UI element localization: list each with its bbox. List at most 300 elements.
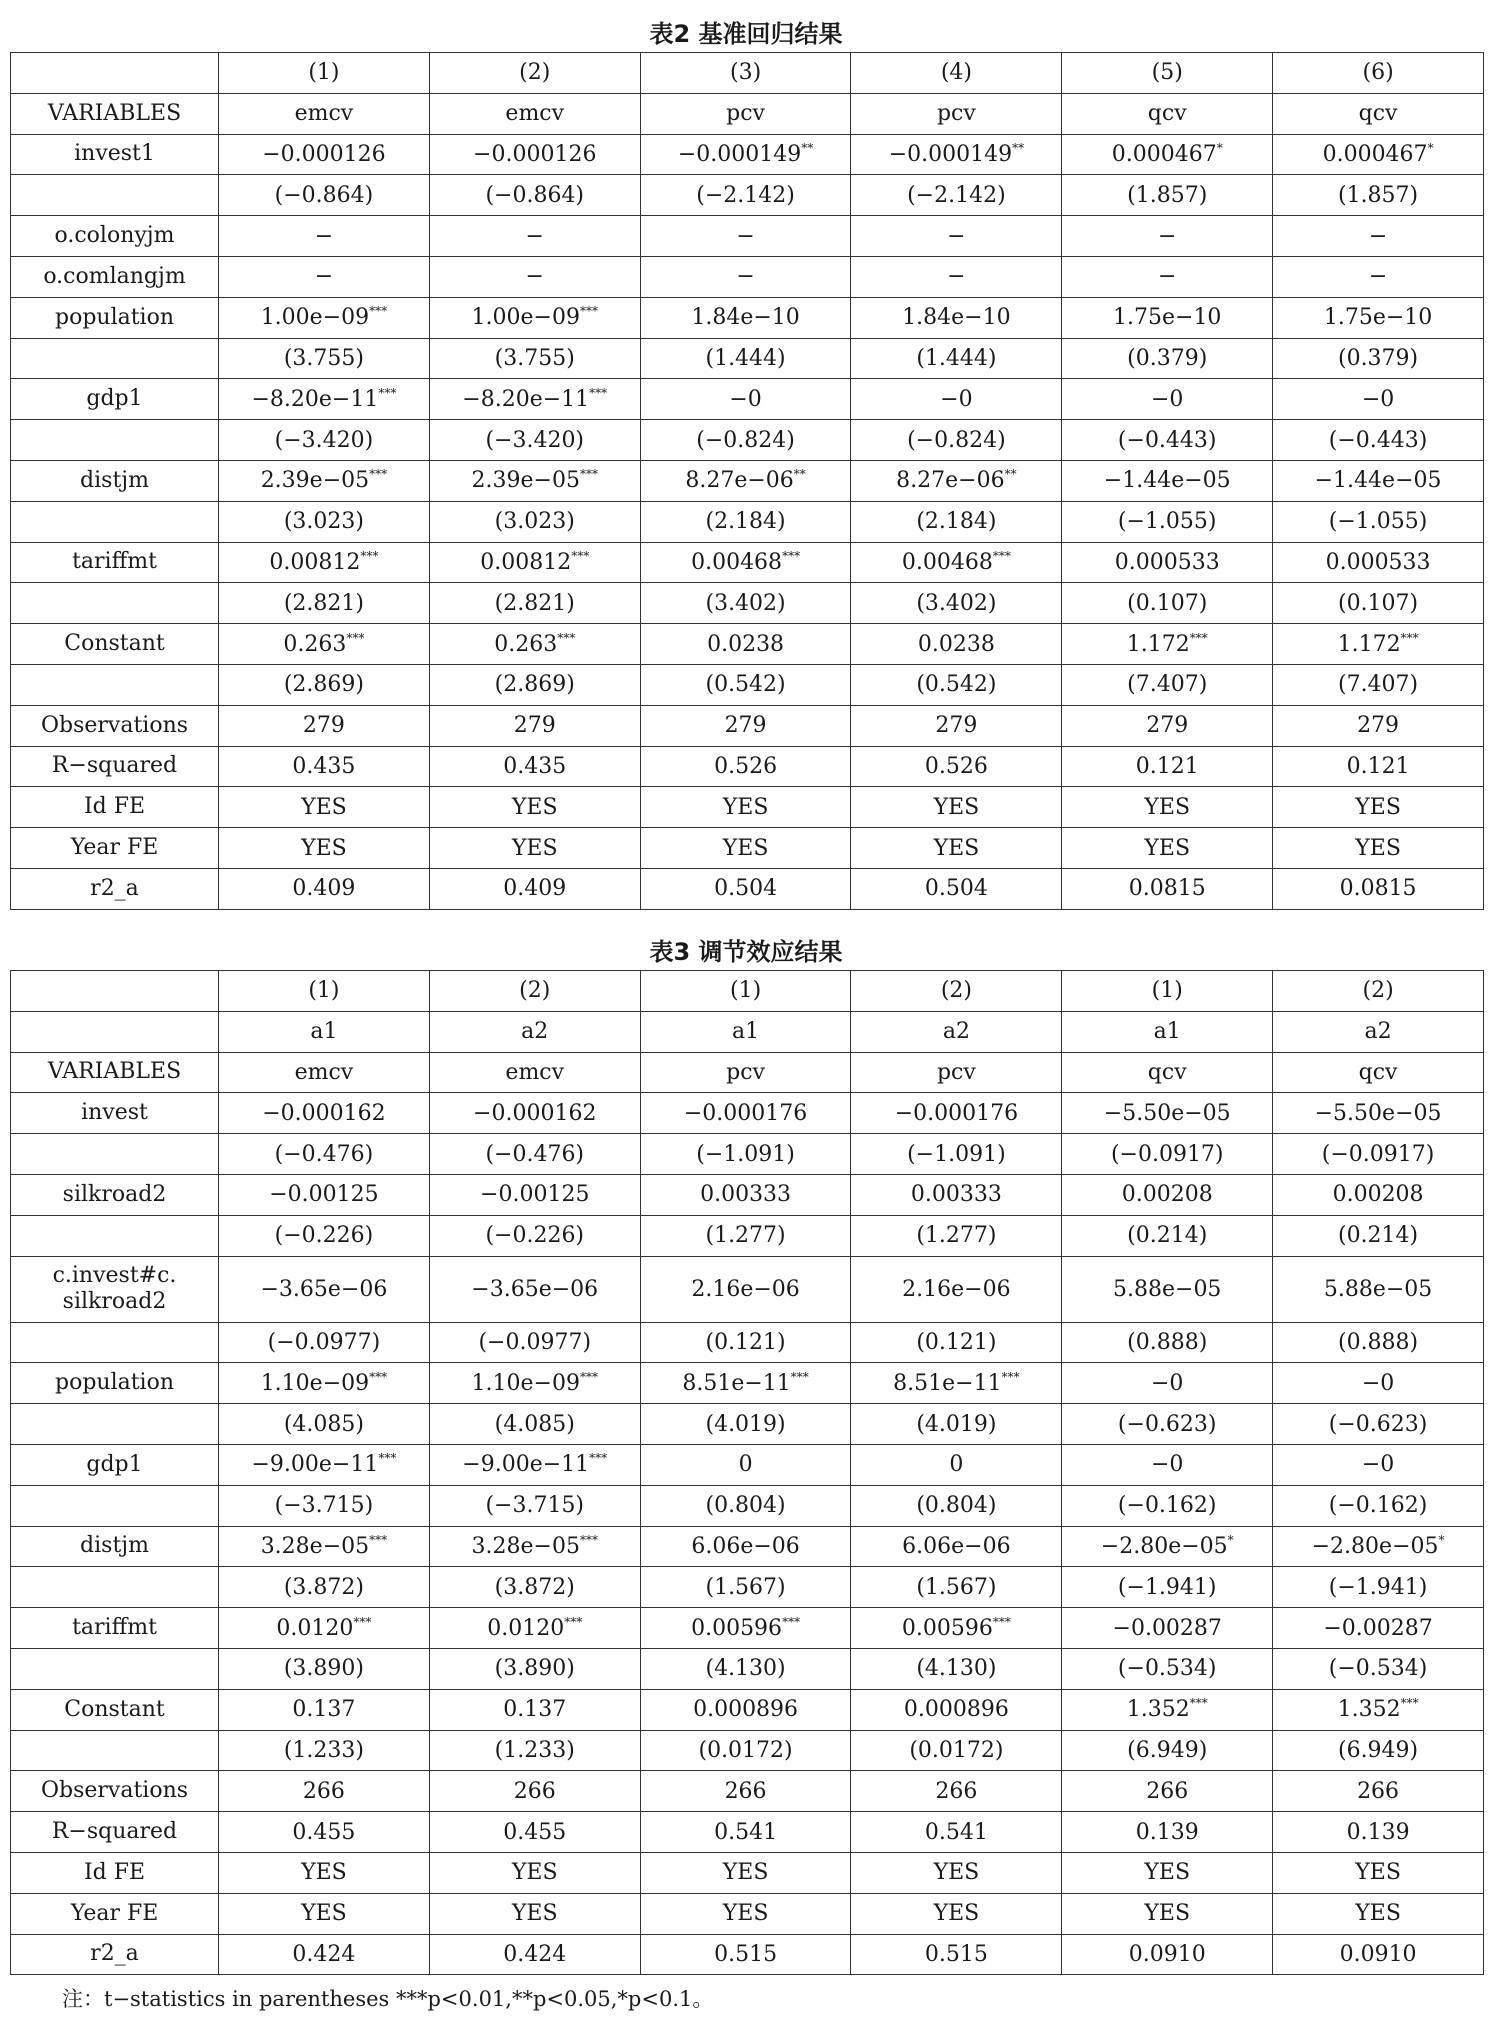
table-cell: 1.75e−10 xyxy=(1273,297,1484,338)
table-cell: qcv xyxy=(1273,1052,1484,1093)
table-row xyxy=(11,1363,1484,1404)
table-cell: (−0.824) xyxy=(851,420,1062,461)
table-cell: 279 xyxy=(429,705,640,746)
table-cell: −0.000149** xyxy=(640,134,851,175)
table-cell: (6.949) xyxy=(1062,1730,1273,1771)
table-cell: (−0.226) xyxy=(429,1215,640,1256)
row-label xyxy=(11,338,219,379)
table-cell: − xyxy=(219,216,430,257)
table-cell: 0.0910 xyxy=(1062,1934,1273,1975)
table-row xyxy=(11,1444,1484,1485)
table-cell: −0.000176 xyxy=(640,1093,851,1134)
table-cell: 6.06e−06 xyxy=(640,1526,851,1567)
table-row xyxy=(11,1134,1484,1175)
table-cell: − xyxy=(640,216,851,257)
significance-stars: *** xyxy=(571,548,590,563)
table-cell: (−1.941) xyxy=(1273,1567,1484,1608)
table-cell: −0 xyxy=(1273,1444,1484,1485)
table-row xyxy=(11,1812,1484,1853)
table-cell: −8.20e−11*** xyxy=(219,379,430,420)
row-label: tariffmt xyxy=(11,1608,219,1649)
table-cell: (2.869) xyxy=(429,664,640,705)
table-cell: −5.50e−05 xyxy=(1062,1093,1273,1134)
table-cell: −1.44e−05 xyxy=(1273,460,1484,501)
row-label: distjm xyxy=(11,460,219,501)
table-cell: (4.130) xyxy=(640,1648,851,1689)
significance-stars: * xyxy=(1227,1532,1234,1547)
significance-stars: *** xyxy=(992,1614,1011,1629)
table-cell: (−0.864) xyxy=(219,175,430,216)
table-cell: 0.0815 xyxy=(1062,868,1273,909)
table-cell: 279 xyxy=(640,705,851,746)
row-label: Year FE xyxy=(11,828,219,869)
table-cell: (3.872) xyxy=(219,1567,430,1608)
table-cell: (0.542) xyxy=(851,664,1062,705)
table-row xyxy=(11,1771,1484,1812)
table-cell: 0.000896 xyxy=(851,1689,1062,1730)
regression-table-2 xyxy=(10,52,1484,910)
significance-stars: *** xyxy=(564,1614,583,1629)
table-cell: a1 xyxy=(1062,1011,1273,1052)
table-cell: 3.28e−05*** xyxy=(219,1526,430,1567)
table-cell: −0.000162 xyxy=(219,1093,430,1134)
table-cell: −2.80e−05* xyxy=(1062,1526,1273,1567)
row-label: gdp1 xyxy=(11,379,219,420)
table-cell: 8.51e−11*** xyxy=(851,1363,1062,1404)
table-row xyxy=(11,420,1484,461)
row-label xyxy=(11,1730,219,1771)
table-cell: (−0.534) xyxy=(1273,1648,1484,1689)
row-label: o.colonyjm xyxy=(11,216,219,257)
table-cell: −1.44e−05 xyxy=(1062,460,1273,501)
table-cell: 279 xyxy=(1062,705,1273,746)
table-cell: (3.890) xyxy=(429,1648,640,1689)
row-label xyxy=(11,583,219,624)
table-cell: 0.0238 xyxy=(851,624,1062,665)
table-cell: (3.872) xyxy=(429,1567,640,1608)
table-cell: (0.107) xyxy=(1273,583,1484,624)
row-label: c.invest#c. silkroad2 xyxy=(11,1256,219,1322)
table-cell: 3.28e−05*** xyxy=(429,1526,640,1567)
table-row xyxy=(11,175,1484,216)
table-cell: (0.0172) xyxy=(640,1730,851,1771)
row-label: R−squared xyxy=(11,746,219,787)
table-cell: (1.444) xyxy=(851,338,1062,379)
table-cell: (−0.0917) xyxy=(1062,1134,1273,1175)
table-cell: (1.277) xyxy=(640,1215,851,1256)
significance-stars: ** xyxy=(801,140,814,155)
table-footnote: 注：t−statistics in parentheses ***p<0.01,**p<0.05,*p<0.1。 xyxy=(62,1987,714,2011)
table-row xyxy=(11,746,1484,787)
table-cell: 2.39e−05*** xyxy=(219,460,430,501)
table-cell: 0.263*** xyxy=(219,624,430,665)
table-cell: (3.890) xyxy=(219,1648,430,1689)
table-cell: (0.379) xyxy=(1062,338,1273,379)
table-cell: (4.085) xyxy=(219,1404,430,1445)
table-cell: (−0.623) xyxy=(1062,1404,1273,1445)
significance-stars: *** xyxy=(557,630,576,645)
table-cell: −5.50e−05 xyxy=(1273,1093,1484,1134)
table-row xyxy=(11,297,1484,338)
table-row xyxy=(11,1648,1484,1689)
table-cell: 1.10e−09*** xyxy=(219,1363,430,1404)
table-cell: −0 xyxy=(1062,379,1273,420)
table-cell: 1.84e−10 xyxy=(640,297,851,338)
table-row xyxy=(11,1689,1484,1730)
table-cell: (0.121) xyxy=(851,1322,1062,1363)
table-cell: (2) xyxy=(429,971,640,1012)
table-cell: 266 xyxy=(219,1771,430,1812)
table-cell: (0.804) xyxy=(640,1485,851,1526)
table-cell: 8.27e−06** xyxy=(640,460,851,501)
table-row xyxy=(11,1893,1484,1934)
table-cell: (4.019) xyxy=(851,1404,1062,1445)
table-row xyxy=(11,1852,1484,1893)
table-cell: YES xyxy=(851,787,1062,828)
table-cell: (−3.715) xyxy=(429,1485,640,1526)
table-cell: a1 xyxy=(219,1011,430,1052)
table-cell: YES xyxy=(1273,828,1484,869)
row-label xyxy=(11,664,219,705)
table-cell: − xyxy=(1062,216,1273,257)
table-cell: 0 xyxy=(640,1444,851,1485)
table-cell: 0.121 xyxy=(1273,746,1484,787)
significance-stars: *** xyxy=(579,467,598,482)
table-cell: (0.121) xyxy=(640,1322,851,1363)
table-cell: pcv xyxy=(851,1052,1062,1093)
table-cell: (1) xyxy=(219,971,430,1012)
table-cell: 0.00812*** xyxy=(429,542,640,583)
table-cell: (−0.0917) xyxy=(1273,1134,1484,1175)
table-cell: −3.65e−06 xyxy=(219,1256,430,1322)
table-cell: 8.27e−06** xyxy=(851,460,1062,501)
significance-stars: *** xyxy=(369,1369,388,1384)
table-cell: (2.869) xyxy=(219,664,430,705)
table-cell: YES xyxy=(1062,1852,1273,1893)
table-cell: (−1.055) xyxy=(1273,501,1484,542)
significance-stars: *** xyxy=(1189,630,1208,645)
table-cell: (−2.142) xyxy=(851,175,1062,216)
table-cell: 0.515 xyxy=(640,1934,851,1975)
table-cell: −0.00287 xyxy=(1062,1608,1273,1649)
significance-stars: *** xyxy=(1001,1369,1020,1384)
row-label: tariffmt xyxy=(11,542,219,583)
row-label xyxy=(11,1134,219,1175)
table-cell: 1.10e−09*** xyxy=(429,1363,640,1404)
table-cell: − xyxy=(640,256,851,297)
table-row xyxy=(11,1485,1484,1526)
table-cell: (−1.941) xyxy=(1062,1567,1273,1608)
table-cell: 0.409 xyxy=(429,868,640,909)
table-cell: (0.379) xyxy=(1273,338,1484,379)
table-cell: −8.20e−11*** xyxy=(429,379,640,420)
table-cell: YES xyxy=(219,787,430,828)
significance-stars: *** xyxy=(589,385,608,400)
table-cell: 0.515 xyxy=(851,1934,1062,1975)
row-label: invest xyxy=(11,1093,219,1134)
table-cell: emcv xyxy=(219,1052,430,1093)
significance-stars: *** xyxy=(369,1532,388,1547)
table-row xyxy=(11,1174,1484,1215)
table-cell: (−0.534) xyxy=(1062,1648,1273,1689)
table-cell: −0 xyxy=(640,379,851,420)
table-cell: (4.019) xyxy=(640,1404,851,1445)
row-label xyxy=(11,501,219,542)
table-cell: − xyxy=(429,216,640,257)
table-cell: −0 xyxy=(1062,1363,1273,1404)
table-row xyxy=(11,787,1484,828)
table-row xyxy=(11,93,1484,134)
table-cell: (−0.0977) xyxy=(219,1322,430,1363)
table-row xyxy=(11,1093,1484,1134)
table-cell: YES xyxy=(219,1852,430,1893)
table-cell: −0.000162 xyxy=(429,1093,640,1134)
significance-stars: *** xyxy=(782,548,801,563)
table-row xyxy=(11,828,1484,869)
significance-stars: *** xyxy=(353,1614,372,1629)
table-cell: 1.75e−10 xyxy=(1062,297,1273,338)
table-cell: 279 xyxy=(219,705,430,746)
row-label: VARIABLES xyxy=(11,1052,219,1093)
significance-stars: *** xyxy=(579,304,598,319)
table-cell: 0.000467* xyxy=(1062,134,1273,175)
table-cell: (−1.091) xyxy=(640,1134,851,1175)
table-cell: 0.424 xyxy=(219,1934,430,1975)
significance-stars: *** xyxy=(369,467,388,482)
table-cell: 0.504 xyxy=(640,868,851,909)
table-cell: pcv xyxy=(851,93,1062,134)
table-cell: YES xyxy=(640,1893,851,1934)
table-cell: (4) xyxy=(851,53,1062,94)
table-cell: (1.857) xyxy=(1273,175,1484,216)
table-cell: (−3.715) xyxy=(219,1485,430,1526)
table-row xyxy=(11,1052,1484,1093)
regression-table-3 xyxy=(10,970,1484,1975)
significance-stars: *** xyxy=(378,385,397,400)
table-row xyxy=(11,868,1484,909)
row-label: population xyxy=(11,297,219,338)
significance-stars: * xyxy=(1438,1532,1445,1547)
row-label: Constant xyxy=(11,1689,219,1730)
table-cell: (−0.864) xyxy=(429,175,640,216)
table-cell: − xyxy=(851,256,1062,297)
table-cell: a2 xyxy=(1273,1011,1484,1052)
table-row xyxy=(11,1404,1484,1445)
table-cell: (−0.623) xyxy=(1273,1404,1484,1445)
table-cell: (0.804) xyxy=(851,1485,1062,1526)
significance-stars: *** xyxy=(579,1369,598,1384)
table-cell: (3.023) xyxy=(429,501,640,542)
significance-stars: *** xyxy=(369,304,388,319)
table-cell: (1.567) xyxy=(640,1567,851,1608)
table-cell: 0.00468*** xyxy=(640,542,851,583)
table-cell: YES xyxy=(1273,787,1484,828)
table-cell: −0.00287 xyxy=(1273,1608,1484,1649)
table-cell: YES xyxy=(429,1852,640,1893)
table-cell: (1.233) xyxy=(219,1730,430,1771)
table-cell: YES xyxy=(429,787,640,828)
table-cell: 0.000896 xyxy=(640,1689,851,1730)
table-cell: (−0.824) xyxy=(640,420,851,461)
table-cell: (−2.142) xyxy=(640,175,851,216)
table-row xyxy=(11,134,1484,175)
significance-stars: *** xyxy=(360,548,379,563)
table-cell: YES xyxy=(429,1893,640,1934)
table-cell: 0.435 xyxy=(429,746,640,787)
table-cell: 0.0238 xyxy=(640,624,851,665)
significance-stars: *** xyxy=(1189,1696,1208,1711)
row-label: Id FE xyxy=(11,787,219,828)
row-label xyxy=(11,1011,219,1052)
significance-stars: *** xyxy=(378,1451,397,1466)
significance-stars: *** xyxy=(346,630,365,645)
significance-stars: * xyxy=(1216,140,1223,155)
table-cell: (3.755) xyxy=(219,338,430,379)
table-row xyxy=(11,501,1484,542)
table-cell: (0.214) xyxy=(1062,1215,1273,1256)
table-cell: − xyxy=(1273,256,1484,297)
table-cell: (2.821) xyxy=(429,583,640,624)
table-cell: 6.06e−06 xyxy=(851,1526,1062,1567)
table-cell: (3.402) xyxy=(851,583,1062,624)
table-cell: (3.755) xyxy=(429,338,640,379)
row-label: population xyxy=(11,1363,219,1404)
table-cell: (−0.476) xyxy=(429,1134,640,1175)
row-label xyxy=(11,1215,219,1256)
table-cell: 266 xyxy=(1273,1771,1484,1812)
table-cell: 0.000533 xyxy=(1273,542,1484,583)
table-cell: 266 xyxy=(429,1771,640,1812)
table-cell: (1) xyxy=(219,53,430,94)
table-cell: (4.130) xyxy=(851,1648,1062,1689)
table-row xyxy=(11,1526,1484,1567)
significance-stars: *** xyxy=(579,1532,598,1547)
row-label: gdp1 xyxy=(11,1444,219,1485)
table-row xyxy=(11,542,1484,583)
significance-stars: *** xyxy=(1400,630,1419,645)
table-cell: −0 xyxy=(1273,1363,1484,1404)
table-cell: 0.139 xyxy=(1062,1812,1273,1853)
table-cell: (0.107) xyxy=(1062,583,1273,624)
table-cell: −0.00125 xyxy=(219,1174,430,1215)
table-cell: 0.455 xyxy=(429,1812,640,1853)
table-cell: (−0.443) xyxy=(1062,420,1273,461)
significance-stars: ** xyxy=(793,467,806,482)
table-cell: (1) xyxy=(640,971,851,1012)
table-cell: −9.00e−11*** xyxy=(429,1444,640,1485)
table-row xyxy=(11,1567,1484,1608)
table-cell: (3) xyxy=(640,53,851,94)
table-cell: −0.000126 xyxy=(429,134,640,175)
table-cell: −9.00e−11*** xyxy=(219,1444,430,1485)
table-cell: 0.000533 xyxy=(1062,542,1273,583)
table2-title: 表2 基准回归结果 xyxy=(649,20,843,48)
table-cell: (−0.162) xyxy=(1273,1485,1484,1526)
table-cell: (7.407) xyxy=(1062,664,1273,705)
table-row xyxy=(11,1011,1484,1052)
table-cell: 0.00208 xyxy=(1062,1174,1273,1215)
table-cell: 279 xyxy=(1273,705,1484,746)
table-cell: 1.172*** xyxy=(1062,624,1273,665)
table-cell: − xyxy=(219,256,430,297)
table-cell: (1) xyxy=(1062,971,1273,1012)
table-cell: (3.023) xyxy=(219,501,430,542)
table-cell: 266 xyxy=(851,1771,1062,1812)
table-cell: YES xyxy=(219,1893,430,1934)
table-cell: − xyxy=(1273,216,1484,257)
significance-stars: *** xyxy=(992,548,1011,563)
row-label: r2_a xyxy=(11,1934,219,1975)
table-cell: pcv xyxy=(640,93,851,134)
table-cell: 1.172*** xyxy=(1273,624,1484,665)
table-cell: YES xyxy=(1062,787,1273,828)
table-cell: 0.139 xyxy=(1273,1812,1484,1853)
table-cell: (2) xyxy=(1273,971,1484,1012)
row-label: distjm xyxy=(11,1526,219,1567)
table-cell: 279 xyxy=(851,705,1062,746)
table-cell: (2.184) xyxy=(851,501,1062,542)
table-cell: 0.435 xyxy=(219,746,430,787)
row-label: silkroad2 xyxy=(11,1174,219,1215)
row-label xyxy=(11,1567,219,1608)
table-cell: 0.137 xyxy=(219,1689,430,1730)
table-cell: 0.00812*** xyxy=(219,542,430,583)
table-cell: (6.949) xyxy=(1273,1730,1484,1771)
table-cell: (5) xyxy=(1062,53,1273,94)
table-cell: 1.84e−10 xyxy=(851,297,1062,338)
table-cell: (−0.162) xyxy=(1062,1485,1273,1526)
row-label: Id FE xyxy=(11,1852,219,1893)
row-label: invest1 xyxy=(11,134,219,175)
table-cell: (−1.091) xyxy=(851,1134,1062,1175)
table-cell: emcv xyxy=(429,1052,640,1093)
table-cell: 0.0120*** xyxy=(219,1608,430,1649)
table-row xyxy=(11,460,1484,501)
row-label xyxy=(11,1404,219,1445)
table-cell: − xyxy=(429,256,640,297)
table-row xyxy=(11,1215,1484,1256)
significance-stars: *** xyxy=(589,1451,608,1466)
row-label: Observations xyxy=(11,1771,219,1812)
table-cell: −0.000126 xyxy=(219,134,430,175)
table-cell: emcv xyxy=(219,93,430,134)
table-row xyxy=(11,53,1484,94)
significance-stars: ** xyxy=(1012,140,1025,155)
table-cell: YES xyxy=(640,787,851,828)
table-cell: −0 xyxy=(851,379,1062,420)
significance-stars: *** xyxy=(1400,1696,1419,1711)
table-cell: 0.541 xyxy=(851,1812,1062,1853)
table-cell: (−0.226) xyxy=(219,1215,430,1256)
table-cell: pcv xyxy=(640,1052,851,1093)
row-label: o.comlangjm xyxy=(11,256,219,297)
table-row xyxy=(11,664,1484,705)
table-cell: a2 xyxy=(851,1011,1062,1052)
table-cell: (0.542) xyxy=(640,664,851,705)
table-cell: (4.085) xyxy=(429,1404,640,1445)
table-cell: 0.121 xyxy=(1062,746,1273,787)
table-cell: (1.444) xyxy=(640,338,851,379)
table-cell: qcv xyxy=(1062,93,1273,134)
table-cell: −0 xyxy=(1273,379,1484,420)
table-row xyxy=(11,1322,1484,1363)
table-cell: 2.16e−06 xyxy=(851,1256,1062,1322)
table-cell: (−3.420) xyxy=(219,420,430,461)
table-cell: 0.409 xyxy=(219,868,430,909)
table-cell: 0.455 xyxy=(219,1812,430,1853)
row-label: Year FE xyxy=(11,1893,219,1934)
table-cell: YES xyxy=(1062,1893,1273,1934)
